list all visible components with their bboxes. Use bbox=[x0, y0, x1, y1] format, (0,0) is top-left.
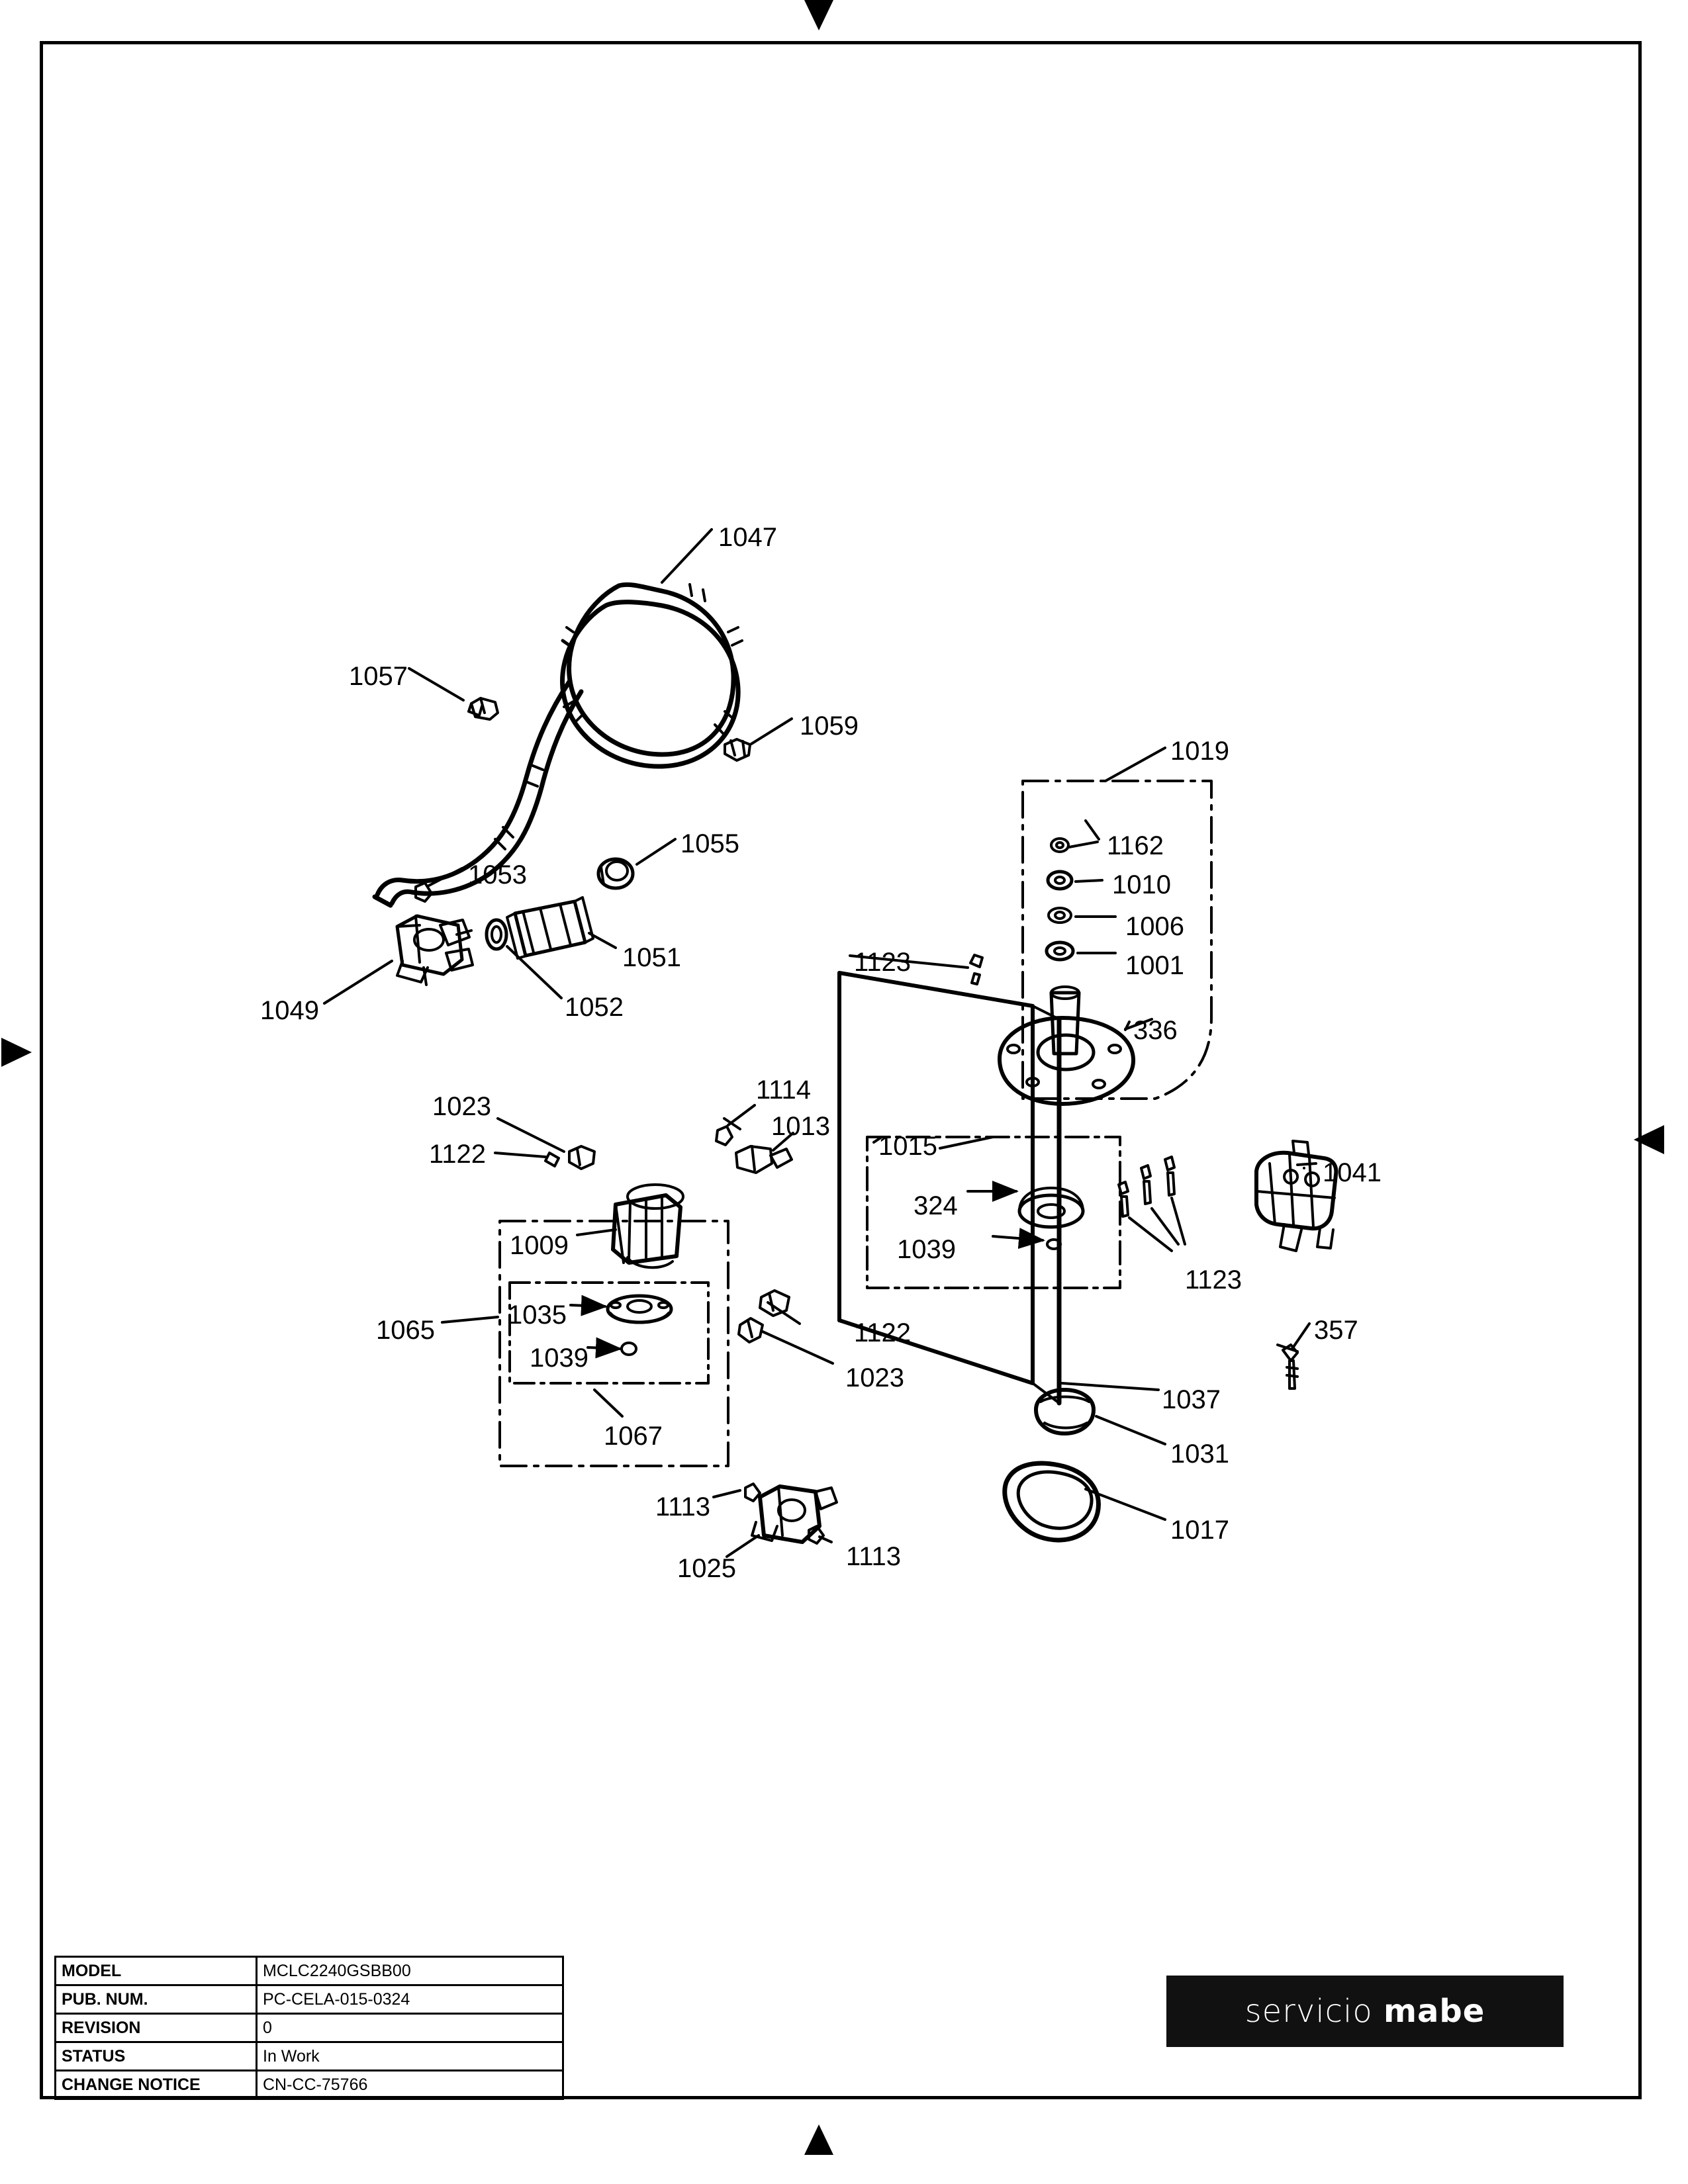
callout-336: 336 bbox=[1133, 1016, 1178, 1045]
centering-arrow-top-icon bbox=[804, 0, 833, 30]
callout-357: 357 bbox=[1314, 1316, 1358, 1345]
title-block-row-model bbox=[56, 1957, 563, 1985]
logo-word-servicio: servicio bbox=[1244, 1993, 1373, 2030]
title-block-key-status: STATUS bbox=[56, 2042, 257, 2071]
callout-1019: 1019 bbox=[1170, 737, 1229, 766]
callout-1055: 1055 bbox=[680, 829, 739, 858]
servicio-mabe-logo bbox=[1166, 1976, 1564, 2047]
callout-1053: 1053 bbox=[468, 860, 527, 889]
callout-1057: 1057 bbox=[349, 662, 408, 691]
callout-1035: 1035 bbox=[508, 1300, 567, 1330]
callout-1037: 1037 bbox=[1162, 1385, 1221, 1414]
title-block-key-revision: REVISION bbox=[56, 2014, 257, 2042]
callout-1122-lower: 1122 bbox=[854, 1318, 912, 1347]
callout-1049: 1049 bbox=[260, 996, 319, 1025]
logo-word-mabe: mabe bbox=[1383, 1993, 1485, 2030]
title-block-value-model: MCLC2240GSBB00 bbox=[257, 1957, 563, 1985]
callout-1039-right: 1039 bbox=[897, 1235, 956, 1264]
callout-1015: 1015 bbox=[878, 1132, 937, 1161]
callout-1052: 1052 bbox=[565, 993, 624, 1022]
title-block-value-revision: 0 bbox=[257, 2014, 563, 2042]
callout-1123-right: 1123 bbox=[1185, 1265, 1243, 1295]
callout-1067: 1067 bbox=[604, 1422, 663, 1451]
callout-1162: 1162 bbox=[1107, 831, 1164, 860]
title-block-row-revision bbox=[56, 2014, 563, 2042]
callout-1047: 1047 bbox=[718, 523, 777, 552]
centering-arrow-right-icon bbox=[1634, 1125, 1664, 1154]
callout-1113-lower: 1113 bbox=[846, 1542, 902, 1571]
callout-1039-left: 1039 bbox=[530, 1343, 588, 1373]
callout-1122-upper: 1122 bbox=[429, 1140, 487, 1169]
callout-1041: 1041 bbox=[1323, 1158, 1382, 1187]
callout-1010: 1010 bbox=[1112, 870, 1171, 899]
callout-1009: 1009 bbox=[510, 1231, 569, 1260]
callout-1031: 1031 bbox=[1170, 1439, 1229, 1469]
centering-arrow-bottom-icon bbox=[804, 2124, 833, 2155]
callout-324: 324 bbox=[914, 1191, 958, 1220]
title-block-row-pubnum bbox=[56, 1985, 563, 2014]
callout-1051: 1051 bbox=[622, 943, 681, 972]
centering-arrow-left-icon bbox=[1, 1038, 32, 1067]
drawing-border bbox=[40, 41, 1642, 2099]
callout-1059: 1059 bbox=[800, 711, 859, 741]
callout-1001: 1001 bbox=[1125, 951, 1184, 980]
title-block-value-changenotice: CN-CC-75766 bbox=[257, 2071, 563, 2099]
callout-1023-lower: 1023 bbox=[845, 1363, 904, 1392]
title-block-key-pubnum: PUB. NUM. bbox=[56, 1985, 257, 2014]
title-block bbox=[54, 1956, 564, 2100]
callout-1113-upper: 1113 bbox=[655, 1492, 711, 1522]
title-block-value-status: In Work bbox=[257, 2042, 563, 2071]
title-block-key-changenotice: CHANGE NOTICE bbox=[56, 2071, 257, 2099]
callout-1013: 1013 bbox=[771, 1112, 830, 1141]
callout-1114: 1114 bbox=[756, 1075, 812, 1105]
title-block-row-changenotice bbox=[56, 2071, 563, 2099]
callout-1006: 1006 bbox=[1125, 912, 1184, 941]
title-block-key-model: MODEL bbox=[56, 1957, 257, 1985]
title-block-row-status bbox=[56, 2042, 563, 2071]
callout-1025: 1025 bbox=[677, 1554, 736, 1583]
callout-1065: 1065 bbox=[376, 1316, 435, 1345]
callout-1023-upper: 1023 bbox=[432, 1092, 491, 1121]
callout-1017: 1017 bbox=[1170, 1516, 1229, 1545]
title-block-value-pubnum: PC-CELA-015-0324 bbox=[257, 1985, 563, 2014]
callout-1123-top: 1123 bbox=[854, 948, 912, 977]
